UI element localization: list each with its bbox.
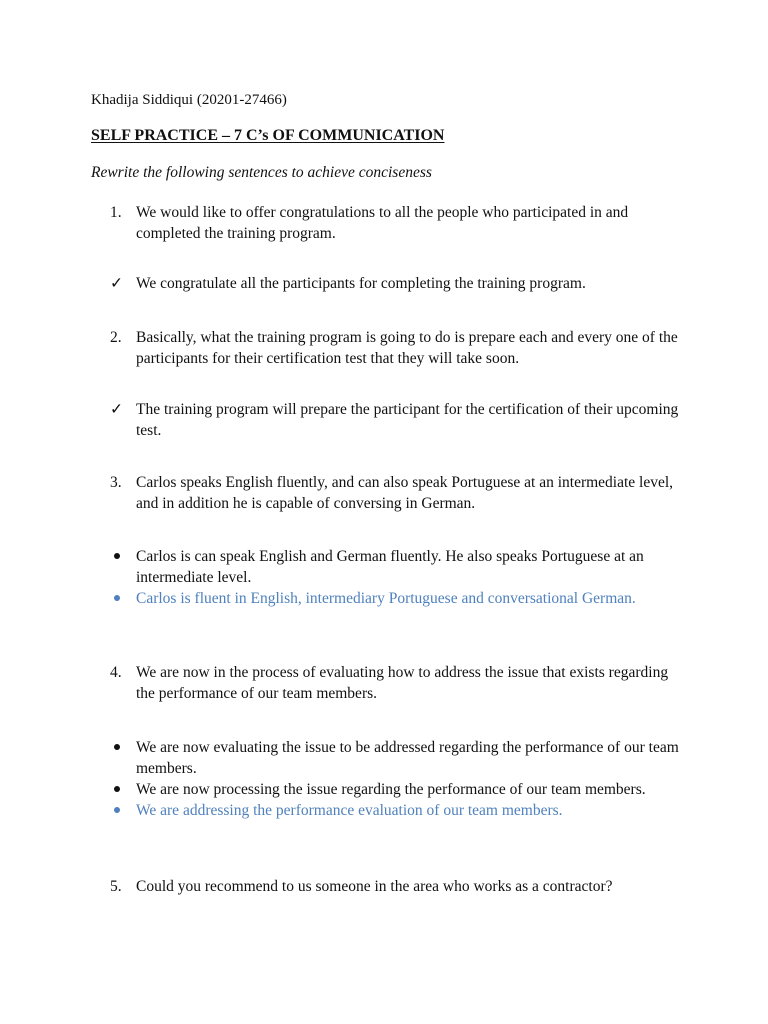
answer-item <box>110 779 690 800</box>
answer-text: The training program will prepare the participant for the certification of their upcoming test. <box>136 401 679 439</box>
question-3 <box>110 472 690 514</box>
question-text: We would like to offer congratulations to all the people who participated in and completed the training program. <box>136 204 629 242</box>
answer-item <box>110 737 690 779</box>
bullet-icon <box>110 546 132 567</box>
check-icon: ✓ <box>110 275 123 292</box>
question-number: 5. <box>110 878 122 895</box>
question-text: We are now in the process of evaluating how to address the issue that exists regarding the performance of our team members. <box>136 664 669 702</box>
answer-4-list <box>110 737 690 821</box>
answer-text: We are now evaluating the issue to be addressed regarding the performance of our team members. <box>136 739 679 777</box>
answer-text: Carlos is can speak English and German fluently. He also speaks Portuguese at an intermediate level. <box>136 548 644 586</box>
question-4 <box>110 662 690 704</box>
answer-text: We congratulate all the participants for completing the training program. <box>136 275 586 292</box>
bullet-icon <box>110 737 132 758</box>
question-text: Carlos speaks English fluently, and can also speak Portuguese at an intermediate level, and in addition he is capable of conversing in German. <box>136 474 674 512</box>
answer-item <box>110 546 690 588</box>
answer-text: We are now processing the issue regarding the performance of our team members. <box>136 781 646 798</box>
question-number: 3. <box>110 474 122 491</box>
answer-2 <box>110 399 690 441</box>
question-number: 2. <box>110 329 122 346</box>
answer-1 <box>110 273 690 294</box>
bullet-icon <box>110 800 132 821</box>
answer-item-highlighted <box>110 588 690 609</box>
question-1 <box>110 202 690 244</box>
answer-item-highlighted <box>110 800 690 821</box>
question-5 <box>110 876 690 897</box>
question-text: Could you recommend to us someone in the area who works as a contractor? <box>136 878 613 895</box>
bullet-icon <box>110 588 132 609</box>
author-line: Khadija Siddiqui (20201-27466) <box>91 92 287 108</box>
document-title: SELF PRACTICE – 7 C’s OF COMMUNICATION <box>91 127 445 144</box>
answer-3-list <box>110 546 690 609</box>
answer-text: Carlos is fluent in English, intermediary Portuguese and conversational German. <box>136 590 636 607</box>
question-2 <box>110 327 690 369</box>
instruction-text: Rewrite the following sentences to achieve conciseness <box>91 164 432 181</box>
check-icon: ✓ <box>110 401 123 418</box>
question-number: 1. <box>110 204 122 221</box>
answer-text: We are addressing the performance evaluation of our team members. <box>136 802 563 819</box>
bullet-icon <box>110 779 132 800</box>
question-text: Basically, what the training program is going to do is prepare each and every one of the participants for their certification test that they will take soon. <box>136 329 678 367</box>
question-number: 4. <box>110 664 122 681</box>
